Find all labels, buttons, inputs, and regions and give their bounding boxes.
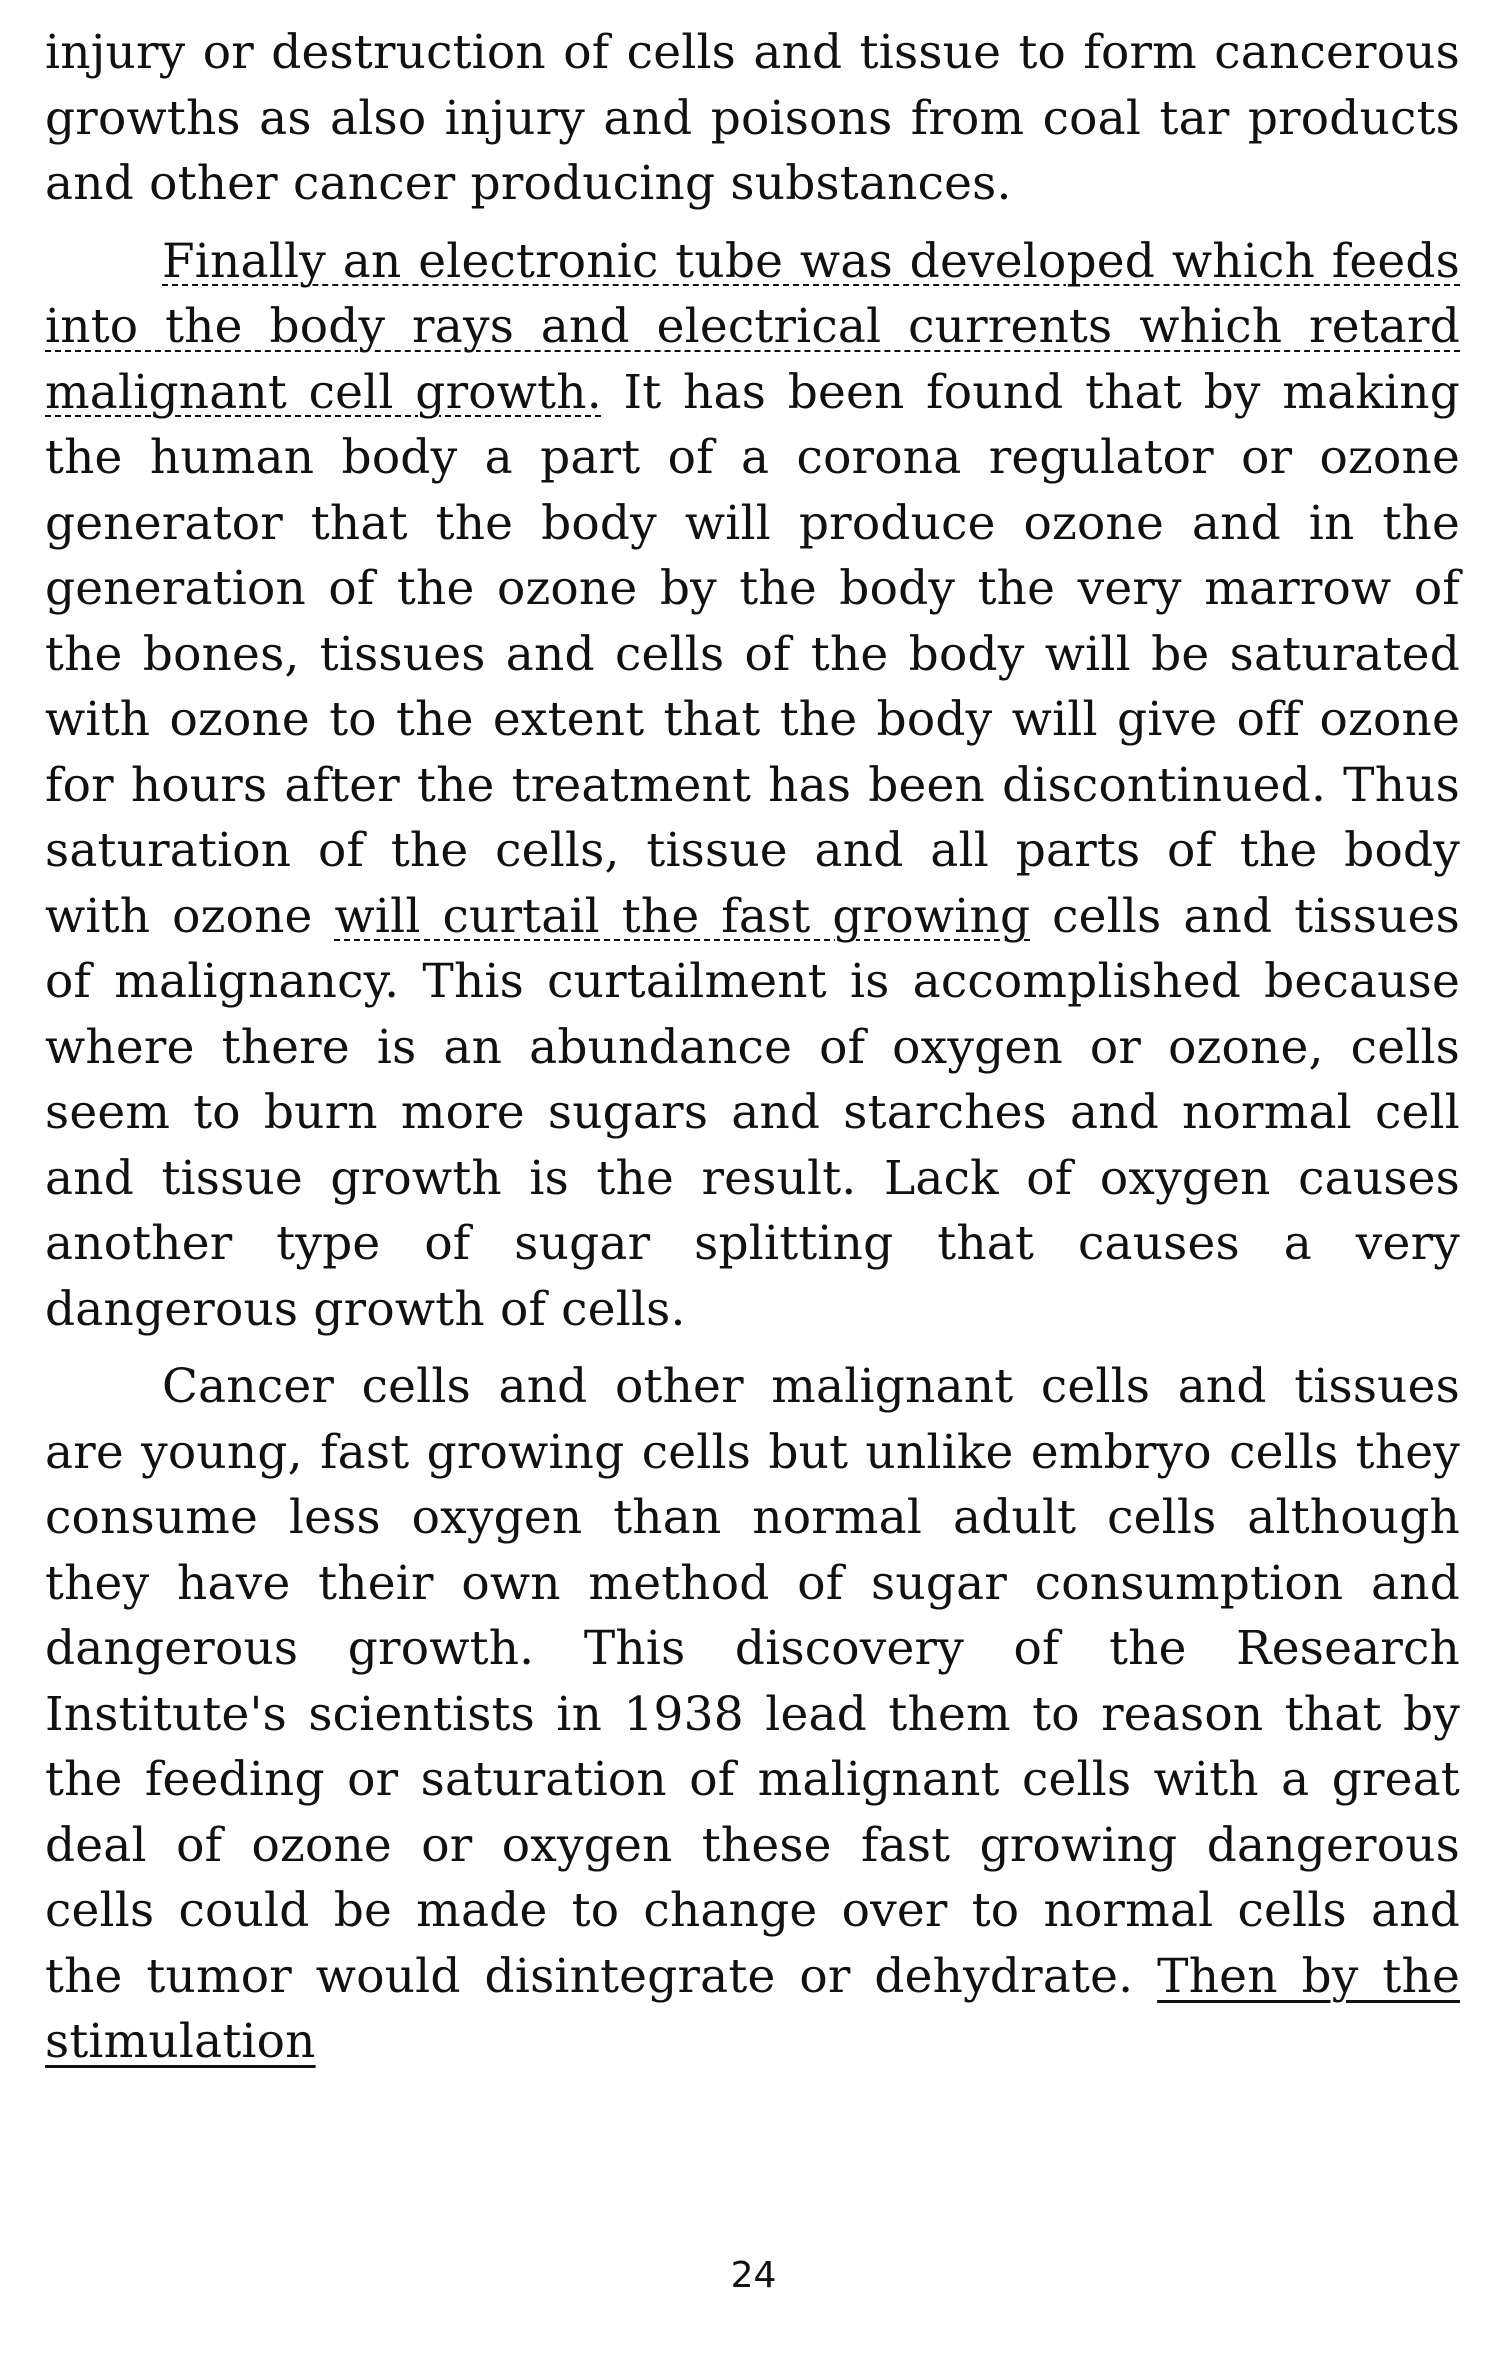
paragraph-continuation: [45, 20, 1460, 217]
paragraph-3-text: Cancer cells and other malignant cells and tissues are young, fast growing cells but unlike embryo cells they consume less oxygen than normal adult cells although they have their own method of sugar consumption and dangerous growth. This discovery of the Research Institute's scientists in 1938 lead them to reason that by the feeding or saturation of malignant cells with a great deal of ozone or oxygen these fast growing dangerous cells could be made to change over to normal cells and the tumor would disintegrate or dehydrate.: [45, 1359, 1460, 2004]
handwritten-underline-middle: will curtail the fast growing: [334, 888, 1031, 944]
paragraph-1-text: injury or destruction of cells and tissue to form cancerous growths as also injury and poisons from coal tar products and other cancer producing substances.: [45, 25, 1460, 211]
handwritten-underline-closing: Then by the stimulation: [45, 1948, 1460, 2069]
page-number: 24: [730, 2255, 777, 2296]
paragraph-cancer-cells: [45, 1354, 1460, 2075]
handwritten-underline-opening: Finally an electronic tube was developed which feeds into the body rays and electrical currents which retard malignant cell growth.: [45, 233, 1460, 420]
paragraph-2-text-a: It has been found that by making the human body a part of a corona regulator or ozone generator that the body will produce ozone and in the generation of the ozone by the body the very marrow of the bones, tissues and cells of the body will be saturated with ozone to the extent that the body will give off ozone for hours after the treatment has been discontinued. Thus saturation of the cells, tissue and all parts of the body with ozone: [45, 364, 1460, 944]
document-page: [45, 20, 1460, 2075]
paragraph-2-text-b: cells and tissues of malignancy. This curtailment is accomplished because where there is an abundance of oxygen or ozone, cells seem to burn more sugars and starches and normal cell and tissue growth is the result. Lack of oxygen causes another type of sugar splitting that causes a very dangerous growth of cells.: [45, 888, 1460, 1337]
paragraph-electronic-tube: [45, 229, 1460, 1343]
